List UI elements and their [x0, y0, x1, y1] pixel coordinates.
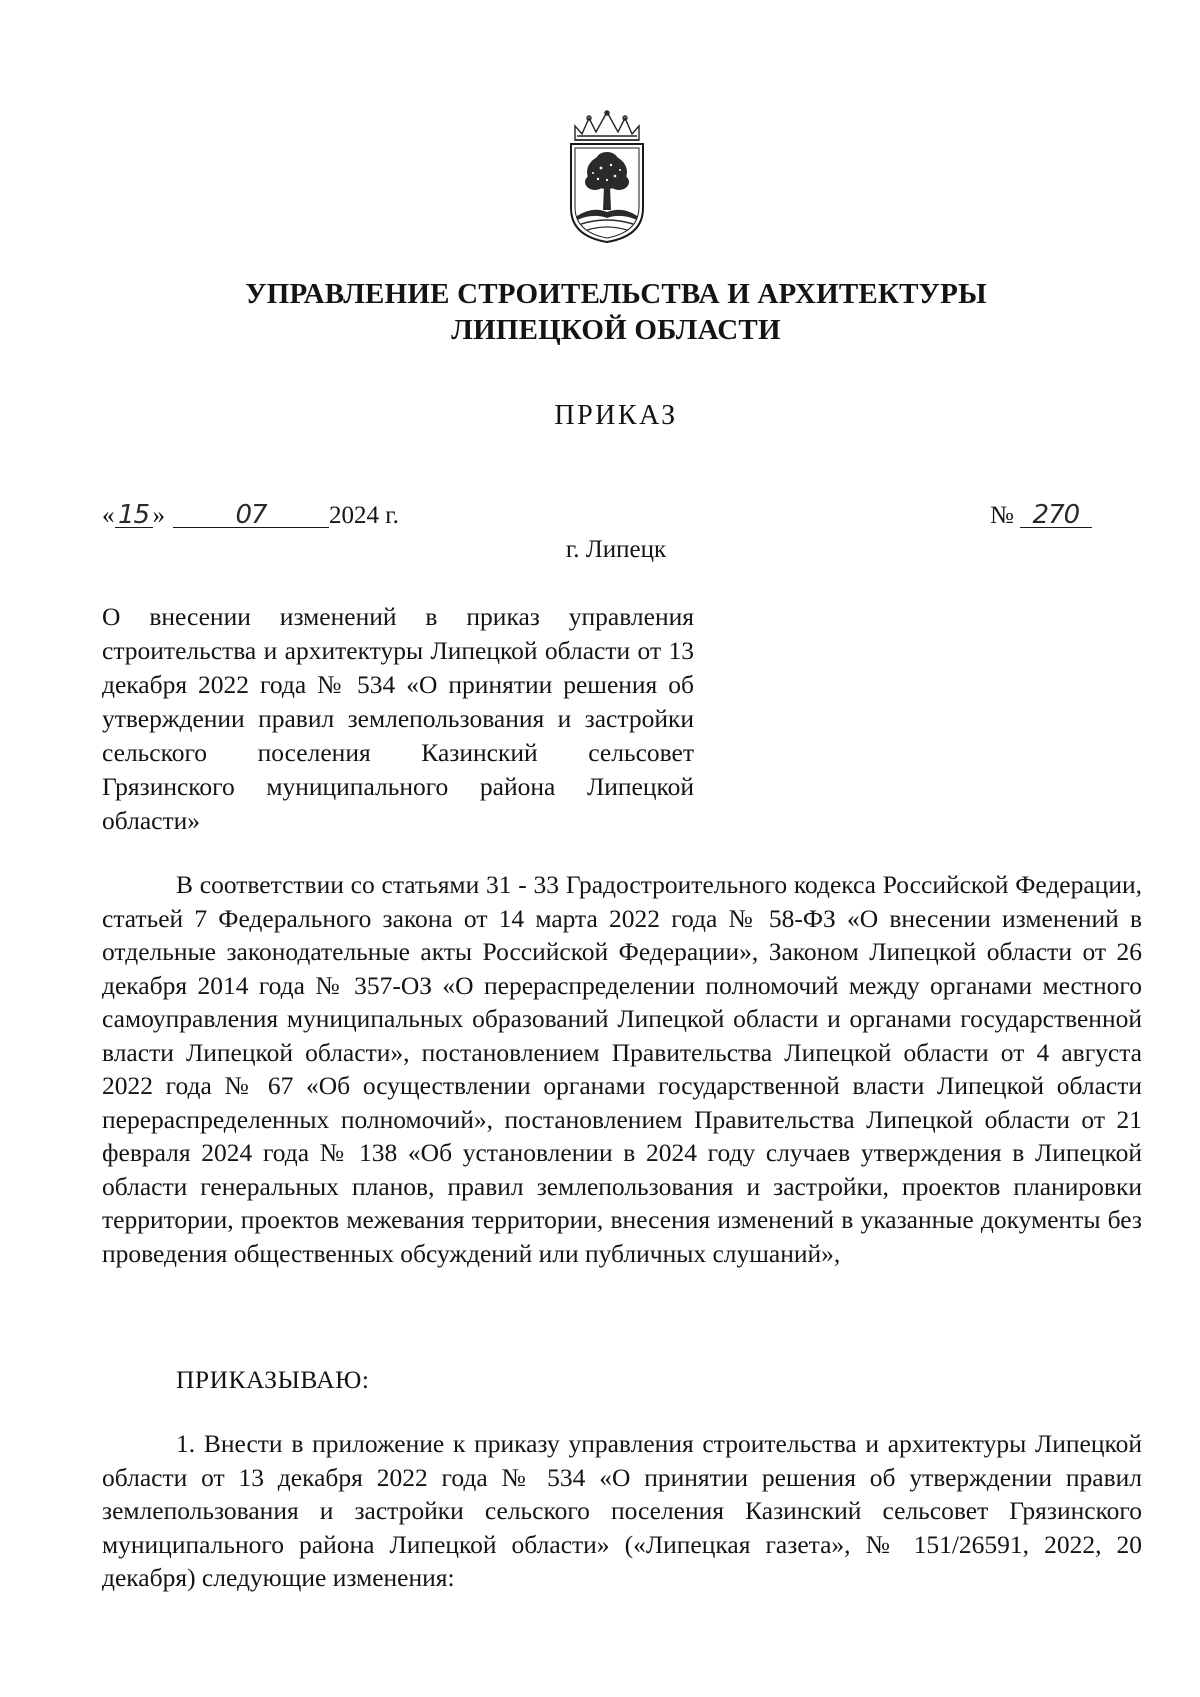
- organization-line-2: ЛИПЕЦКОЙ ОБЛАСТИ: [451, 314, 781, 346]
- date-day-field: [115, 500, 153, 528]
- date-month-field: [173, 500, 329, 528]
- document-type: ПРИКАЗ: [554, 400, 678, 431]
- preamble-text: В соответствии со статьями 31 - 33 Градостроительного кодекса Российской Федерации, статьей 7 Федерального закона от 14 марта 2022 года № 58-ФЗ «О внесении изменений в отдельные законодательные акты Российской Федерации», Законом Липецкой области от 26 декабря 2014 года № 357-ОЗ «О перераспределении полномочий между органами местного самоуправления муниципальных образований Липецкой области и органами государственной власти Липецкой области», постановлением Правительства Липецкой области от 4 августа 2022 года № 67 «Об осуществлении органами государственной власти Липецкой области перераспределенных полномочий», постановлением Правительства Липецкой области от 21 февраля 2024 года № 138 «Об установлении в 2024 году случаев утверждения в Липецкой области генеральных планов, правил землепользования и застройки, проектов планировки территории, проектов межевания территории, внесения изменений в указанные документы без проведения общественных обсуждений или публичных слушаний»,: [102, 870, 1142, 1268]
- number-handwritten: 270: [1032, 500, 1080, 530]
- city: г. Липецк: [565, 536, 667, 563]
- order-date: [102, 500, 399, 531]
- number-field: [1020, 500, 1092, 528]
- order-directive: ПРИКАЗЫВАЮ:: [176, 1365, 370, 1394]
- item-1-paragraph: [102, 1427, 1142, 1595]
- item-1-text: 1. Внести в приложение к приказу управления строительства и архитектуры Липецкой области от 13 декабря 2022 года № 534 «О принятии решения об утверждении правил землепользования и застройки сельского поселения Казинский сельсовет Грязинского муниципального района Липецкой области» («Липецкая газета», № 151/26591, 2022, 20 декабря) следующие изменения:: [102, 1429, 1142, 1592]
- date-year: 2024 г.: [329, 502, 399, 529]
- date-close-quote: »: [152, 502, 165, 529]
- date-month-handwritten: 07: [235, 500, 267, 530]
- organization-name: [0, 276, 1200, 348]
- date-open-quote: «: [102, 502, 115, 529]
- preamble-paragraph: [102, 868, 1142, 1270]
- order-number: [990, 500, 1092, 531]
- date-day-handwritten: 15: [117, 500, 150, 530]
- order-subject: О внесении изменений в приказ управления строительства и архитектуры Липецкой области от 13 декабря 2022 года № 534 «О принятии решения об утверждении правил землепользования и застройки сельского поселения Казинский сельсовет Грязинского муниципального района Липецкой области»: [102, 602, 694, 835]
- lipetsk-coat-of-arms-icon: [565, 110, 649, 246]
- organization-line-1: УПРАВЛЕНИЕ СТРОИТЕЛЬСТВА И АРХИТЕКТУРЫ: [245, 278, 987, 310]
- number-label: №: [990, 502, 1014, 529]
